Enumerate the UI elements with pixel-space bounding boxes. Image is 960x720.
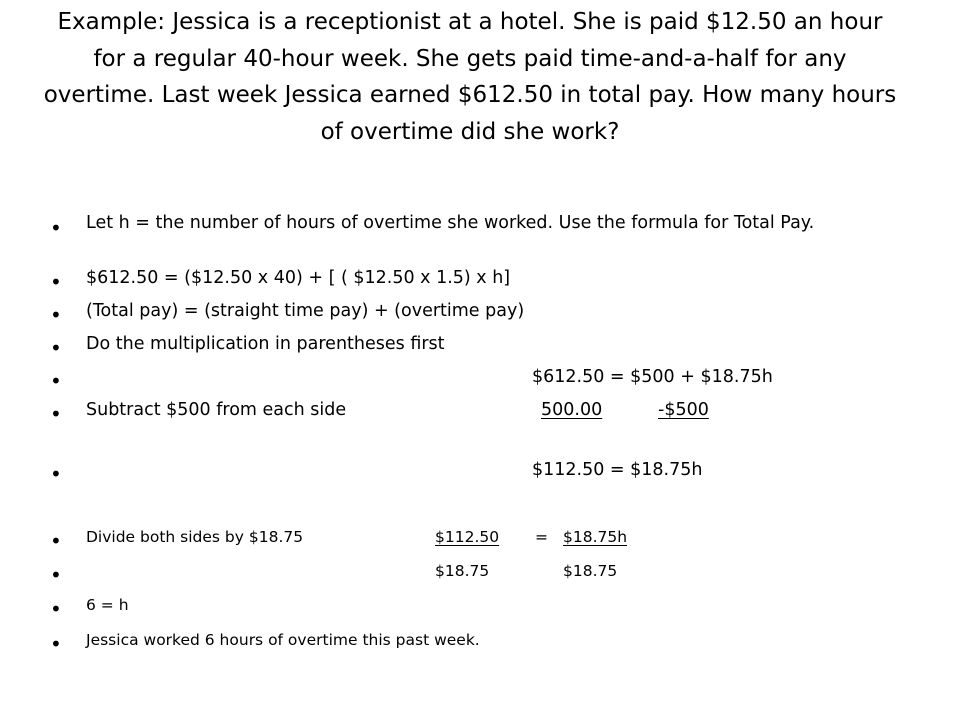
- line-define-variable: Let h = the number of hours of overtime she worked. Use the formula for Total Pay.: [86, 213, 815, 233]
- line-instruction-multiply: Do the multiplication in parentheses first: [86, 334, 445, 354]
- bullet-icon: •: [50, 462, 62, 486]
- divide-denominator-left: $18.75: [435, 562, 490, 580]
- bullet-icon: •: [50, 303, 62, 327]
- subtract-left-value: 500.00: [541, 400, 603, 420]
- line-equation-simplified: $612.50 = $500 + $18.75h: [532, 367, 773, 387]
- divide-equals-sign: =: [535, 528, 548, 546]
- divide-numerator-right: $18.75h: [563, 528, 628, 546]
- divide-denominator-right: $18.75: [563, 562, 618, 580]
- bullet-icon: •: [50, 563, 62, 587]
- bullet-icon: •: [50, 597, 62, 621]
- bullet-icon: •: [50, 529, 62, 553]
- bullet-icon: •: [50, 632, 62, 656]
- line-equation-after-subtract: $112.50 = $18.75h: [532, 460, 703, 480]
- bullet-icon: •: [50, 402, 62, 426]
- divide-numerator-left: $112.50: [435, 528, 500, 546]
- line-divide-label: Divide both sides by $18.75: [86, 528, 304, 546]
- bullet-icon: •: [50, 270, 62, 294]
- line-equation-setup: $612.50 = ($12.50 x 40) + [ ( $12.50 x 1.5) x h]: [86, 268, 511, 288]
- line-subtract-label: Subtract $500 from each side: [86, 400, 347, 420]
- line-formula-words: (Total pay) = (straight time pay) + (overtime pay): [86, 301, 525, 321]
- slide-title: Example: Jessica is a receptionist at a hotel. She is paid $12.50 an hour for a regular 40-hour week. She gets paid time-and-a-half for any overtime. Last week Jessica earned $612.50 in total pay. How many hours of overtime did she work?: [43, 9, 897, 145]
- line-conclusion: Jessica worked 6 hours of overtime this past week.: [86, 631, 480, 649]
- subtract-right-value: -$500: [658, 400, 709, 420]
- bullet-icon: •: [50, 336, 62, 360]
- bullet-icon: •: [50, 216, 62, 240]
- line-solution: 6 = h: [86, 596, 129, 614]
- bullet-icon: •: [50, 369, 62, 393]
